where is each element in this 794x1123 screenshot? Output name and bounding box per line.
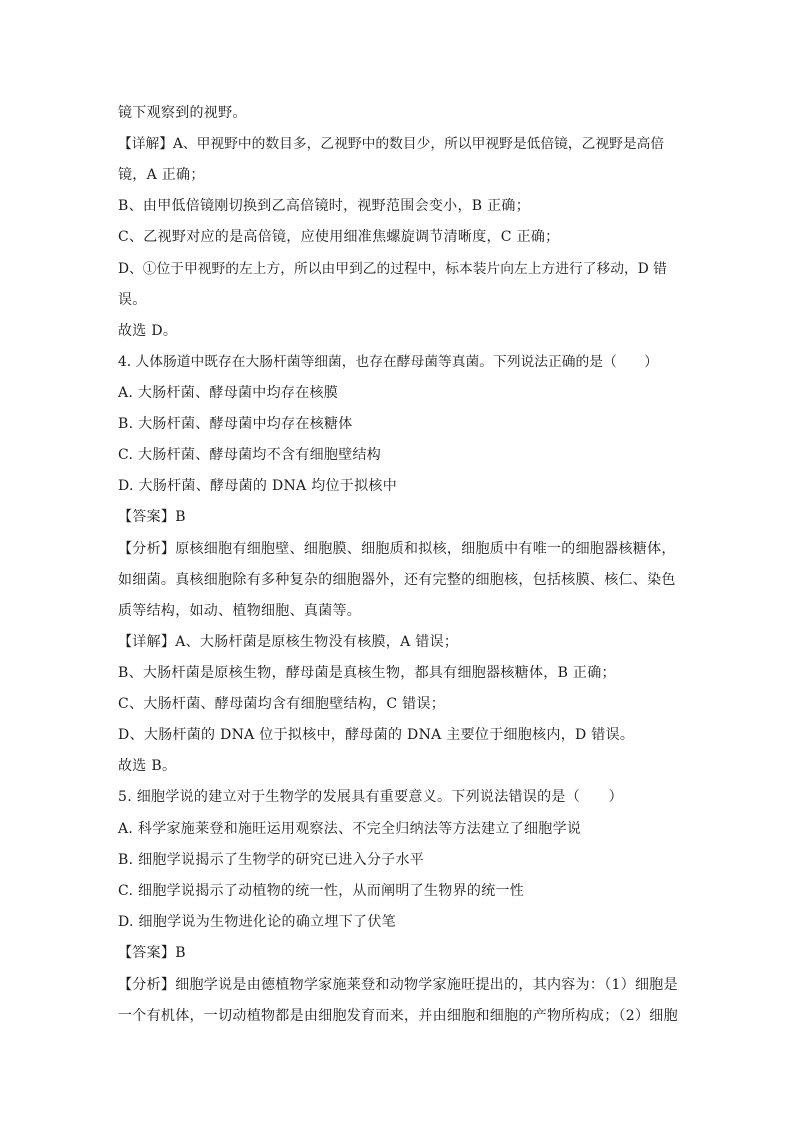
text-line: 故选 D。 — [118, 323, 178, 339]
question-5-option-c: C. 细胞学说揭示了动植物的统一性，从而阐明了生物界的统一性 — [118, 883, 525, 899]
question-5-option-a: A. 科学家施莱登和施旺运用观察法、不完全归纳法等方法建立了细胞学说 — [118, 821, 582, 837]
text-line: 一个有机体，一切动植物都是由细胞发育而来，并由细胞和细胞的产物所构成；（2）细胞 — [118, 1008, 678, 1024]
text-line: C、乙视野对应的是高倍镜，应使用细准焦螺旋调节清晰度，C 正确； — [118, 229, 560, 245]
text-line: 如细菌。真核细胞除有多种复杂的细胞器外，还有完整的细胞核，包括核膜、核仁、染色 — [118, 572, 676, 588]
question-5-option-d: D. 细胞学说为生物进化论的确立埋下了伏笔 — [118, 914, 396, 930]
question-5-option-b: B. 细胞学说揭示了生物学的研究已进入分子水平 — [118, 852, 425, 868]
text-line: 【分析】细胞学说是由德植物学家施莱登和动物学家施旺提出的，其内容为：（1）细胞是 — [118, 977, 678, 993]
question-4-option-b: B. 大肠杆菌、酵母菌中均存在核糖体 — [118, 416, 353, 432]
text-line: B、大肠杆菌是原核生物，酵母菌是真核生物，都具有细胞器核糖体，B 正确； — [118, 665, 616, 681]
text-line: 误。 — [118, 292, 147, 308]
text-line: 镜下观察到的视野。 — [118, 105, 247, 121]
text-line: D、大肠杆菌的 DNA 位于拟核中，酵母菌的 DNA 主要位于细胞核内，D 错误。 — [118, 727, 635, 743]
question-4-option-c: C. 大肠杆菌、酵母菌均不含有细胞壁结构 — [118, 447, 382, 463]
text-line: 【详解】A、甲视野中的数目多，乙视野中的数目少，所以甲视野是低倍镜，乙视野是高倍 — [118, 136, 665, 152]
question-5-stem: 5. 细胞学说的建立对于生物学的发展具有重要意义。下列说法错误的是（ ） — [118, 789, 623, 805]
text-line: D、①位于甲视野的左上方，所以由甲到乙的过程中，标本装片向左上方进行了移动，D 错 — [118, 261, 667, 277]
text-line: 【分析】原核细胞有细胞壁、细胞膜、细胞质和拟核，细胞质中有唯一的细胞器核糖体， — [118, 541, 676, 557]
text-line: C、大肠杆菌、酵母菌均含有细胞壁结构，C 错误； — [118, 696, 446, 712]
text-line: B、由甲低倍镜刚切换到乙高倍镜时，视野范围会变小，B 正确； — [118, 198, 531, 214]
question-4-answer: 【答案】B — [118, 509, 186, 525]
text-line: 镜，A 正确； — [118, 167, 205, 183]
question-4-stem: 4. 人体肠道中既存在大肠杆菌等细菌，也存在酵母菌等真菌。下列说法正确的是（ ） — [118, 354, 658, 370]
question-4-option-d: D. 大肠杆菌、酵母菌的 DNA 均位于拟核中 — [118, 478, 398, 494]
text-line: 故选 B。 — [118, 758, 177, 774]
text-line: 质等结构，如动、植物细胞、真菌等。 — [118, 603, 362, 619]
text-line: 【详解】A、大肠杆菌是原核生物没有核膜，A 错误； — [118, 634, 459, 650]
question-4-option-a: A. 大肠杆菌、酵母菌中均存在核膜 — [118, 385, 339, 401]
question-5-answer: 【答案】B — [118, 945, 186, 961]
